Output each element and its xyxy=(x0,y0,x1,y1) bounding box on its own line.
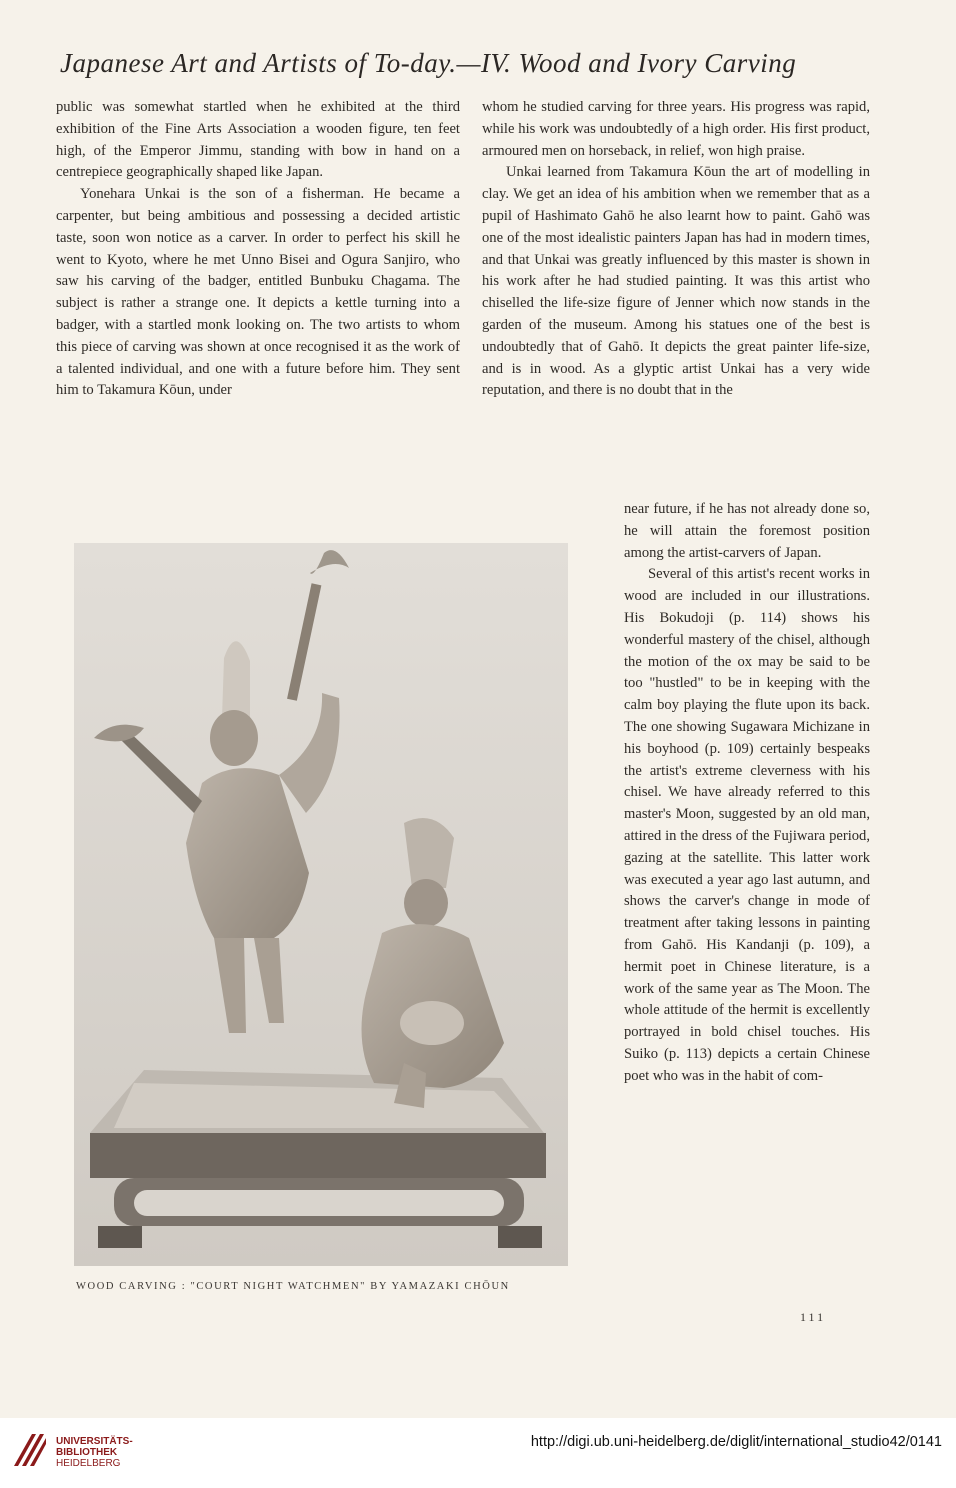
footer-band xyxy=(0,1418,956,1488)
library-name xyxy=(56,1436,133,1469)
narrow-paragraph-1: near future, if he has not already done so, he will attain the foremost position among the artist-carvers of Japan. xyxy=(624,501,870,561)
photograph-wood-carving xyxy=(74,543,568,1266)
library-name-line-1: UNIVERSITÄTS- xyxy=(56,1436,133,1447)
right-paragraph-1: whom he studied carving for three years. His progress was rapid, while his work was undoubtedly of a high order. His first product, armoured men on horseback, in relief, won high praise. xyxy=(482,99,870,159)
library-name-line-2: BIBLIOTHEK xyxy=(56,1447,118,1458)
left-paragraph-2: Yonehara Unkai is the son of a fisherman. He became a carpenter, but being ambitious and possessing a decided artistic taste, soon won notice as a carver. In order to perfect his skill he went to Kyoto, where he met Unno Bisei and Ogura Sanjiro, who saw his carving of the badger, entitled Bunbuku Chagama. The subject is rather a strange one. It depicts a kettle turning into a badger, with a startled monk looking on. The two artists to whom this piece of carving was shown at once recognised it as the work of a talented individual, and one with a future before him. They sent him to Takamura Kōun, under xyxy=(56,186,460,399)
carving-illustration xyxy=(74,543,568,1266)
library-name-line-3: HEIDELBERG xyxy=(56,1458,121,1469)
source-url-link[interactable]: http://digi.ub.uni-heidelberg.de/diglit/international_studio42/0141 xyxy=(530,1434,942,1450)
right-paragraph-2: Unkai learned from Takamura Kōun the art of modelling in clay. We get an idea of his ambition when we remember that as a pupil of Hashimato Gahō he also learnt how to paint. Gahō was one of the most idealistic painters Japan has had in modern times, and that Unkai was greatly influenced by this master is shown in his work after he had studied painting. It was this artist who chiselled the life-size figure of Jenner which now stands in the garden of the museum. Among his statues one of the best is undoubtedly that of Gahō. It depicts the great painter life-size, and is in wood. As a glyptic artist Unkai has a very wide reputation, and there is no doubt that in the xyxy=(482,164,870,399)
page-number: 111 xyxy=(800,1310,827,1324)
university-library-logo-icon xyxy=(10,1430,50,1475)
left-column xyxy=(56,97,460,402)
left-paragraph-1: public was somewhat startled when he exhibited at the third exhibition of the Fine Arts Association a wooden figure, ten feet high, of the Emperor Jimmu, standing with bow in hand on a centrepiece geographically shaped like Japan. xyxy=(56,99,460,181)
narrow-column xyxy=(624,499,870,1088)
photo-caption: WOOD CARVING : "COURT NIGHT WATCHMEN" BY YAMAZAKI CHŌUN xyxy=(76,1281,510,1292)
narrow-paragraph-2: Several of this artist's recent works in wood are included in our illustrations. His Bokudoji (p. 114) shows his wonderful mastery of the chisel, although the motion of the ox may be said to be too "hustled" to be in keeping with the calm boy playing the flute upon its back. The one showing Sugawara Michizane in his boyhood (p. 109) certainly bespeaks the artist's extreme cleverness with his chisel. We have already referred to this master's Moon, suggested by an old man, attired in the dress of the Fujiwara period, gazing at the satellite. This latter work was executed a year ago last autumn, and shows the carver's change in mode of treatment after taking lessons in painting from Gahō. His Kandanji (p. 109), a hermit poet in Chinese literature, is a work of the same year as The Moon. The whole attitude of the hermit is excellently portrayed in bold chisel touches. His Suiko (p. 113) depicts a certain Chinese poet who was in the habit of com- xyxy=(624,566,870,1084)
right-column xyxy=(482,97,870,402)
running-head: Japanese Art and Artists of To-day.—IV. Wood and Ivory Carving xyxy=(60,48,797,78)
wooden-stand xyxy=(90,1070,546,1248)
